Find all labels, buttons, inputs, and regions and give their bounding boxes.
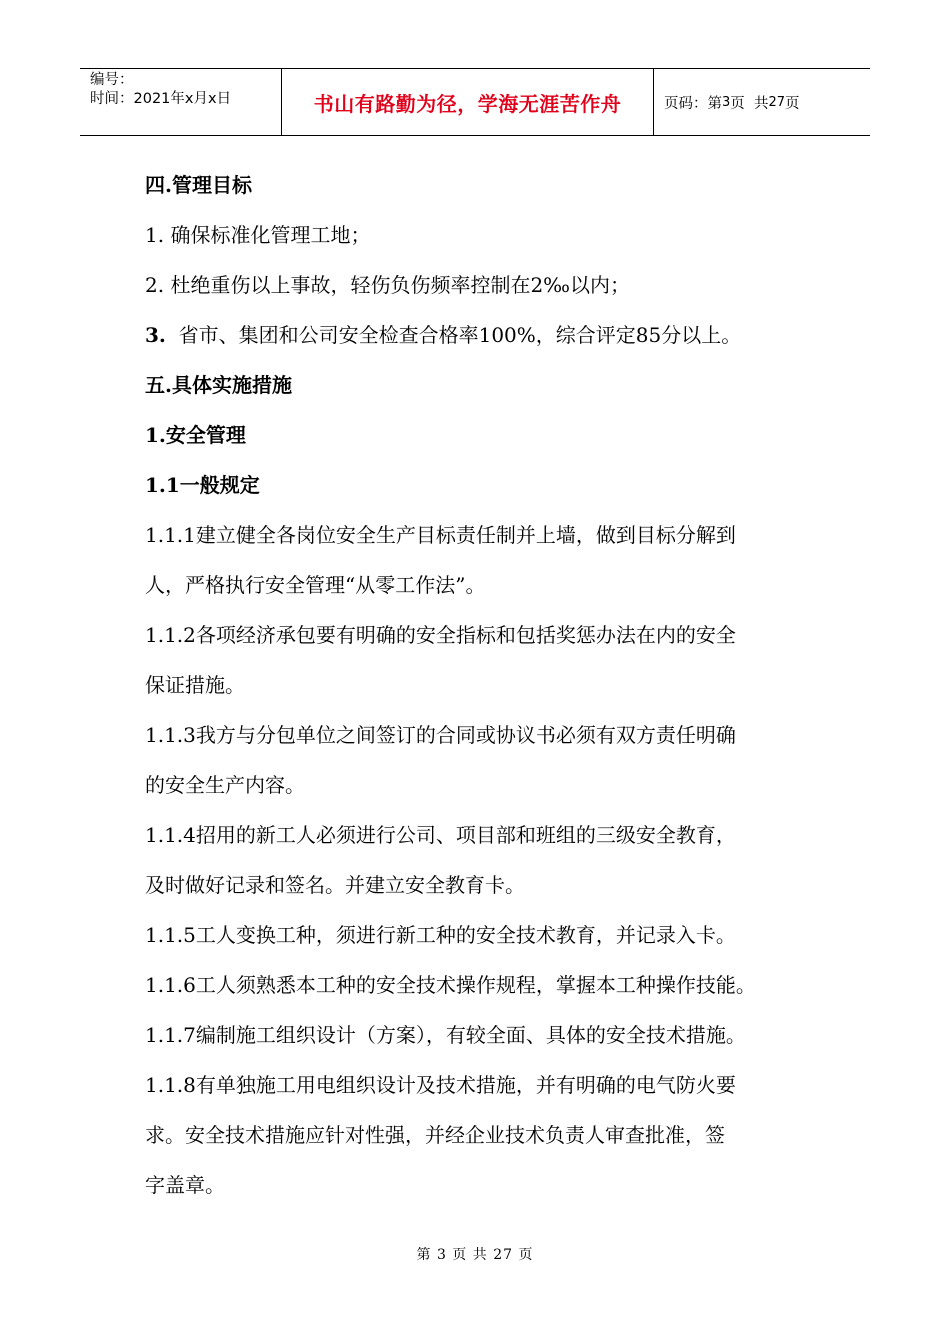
header-page-middle: 页 共 (730, 95, 769, 112)
page-footer: 第 3 页 共 27 页 (416, 1247, 534, 1263)
document-body (145, 160, 825, 1210)
paragraph-line: 1.1.4招用的新工人必须进行公司、项目部和班组的三级安全教育， (145, 823, 736, 847)
header-page-prefix: 页码：第 (664, 95, 722, 112)
paragraph-line: 1.1.5工人变换工种，须进行新工种的安全技术教育，并记录入卡。 (145, 923, 736, 947)
paragraph-line: 保证措施。 (145, 673, 245, 697)
goal-item-3-number: 3. (145, 323, 166, 347)
header-motto: 书山有路勤为径，学海无涯苦作舟 (282, 69, 654, 135)
paragraph-line: 1.1.8有单独施工用电组织设计及技术措施，并有明确的电气防火要 (145, 1073, 736, 1097)
header-page-indicator (654, 69, 870, 135)
paragraph-line: 及时做好记录和签名。并建立安全教育卡。 (145, 873, 525, 897)
header-meta (80, 69, 282, 135)
paragraph-line: 1.1.2各项经济承包要有明确的安全指标和包括奖惩办法在内的安全 (145, 623, 736, 647)
paragraph-line: 1.1.1建立健全各岗位安全生产目标责任制并上墙，做到目标分解到 (145, 523, 736, 547)
paragraph-line: 字盖章。 (145, 1173, 225, 1197)
subsection-heading-general: 1.1一般规定 (145, 473, 260, 497)
header-page-suffix: 页 (785, 95, 800, 112)
paragraph-line: 人，严格执行安全管理“从零工作法”。 (145, 573, 486, 597)
paragraph-line: 的安全生产内容。 (145, 773, 305, 797)
section-heading-goals: 四.管理目标 (145, 173, 252, 197)
goal-item-3 (145, 310, 825, 360)
header-time-label: 时间：2021年x月x日 (90, 91, 232, 107)
paragraph-line: 求。安全技术措施应针对性强，并经企业技术负责人审查批准，签 (145, 1123, 725, 1147)
subsection-heading-safety: 1.安全管理 (145, 423, 246, 447)
header-page-current: 3 (722, 94, 731, 110)
goal-item-2: 2. 杜绝重伤以上事故，轻伤负伤频率控制在2‰以内； (145, 273, 630, 297)
paragraph-line: 1.1.6工人须熟悉本工种的安全技术操作规程，掌握本工种操作技能。 (145, 973, 756, 997)
page-header (80, 68, 870, 136)
header-page-total: 27 (768, 94, 786, 110)
goal-item-3-text: 省市、集团和公司安全检查合格率100%，综合评定85分以上。 (165, 323, 742, 347)
paragraph-line: 1.1.7编制施工组织设计（方案），有较全面、具体的安全技术措施。 (145, 1023, 746, 1047)
goal-item-1: 1. 确保标准化管理工地； (145, 223, 371, 247)
header-number-label: 编号： (90, 72, 134, 88)
section-heading-measures: 五.具体实施措施 (145, 373, 292, 397)
paragraph-line: 1.1.3我方与分包单位之间签订的合同或协议书必须有双方责任明确 (145, 723, 736, 747)
